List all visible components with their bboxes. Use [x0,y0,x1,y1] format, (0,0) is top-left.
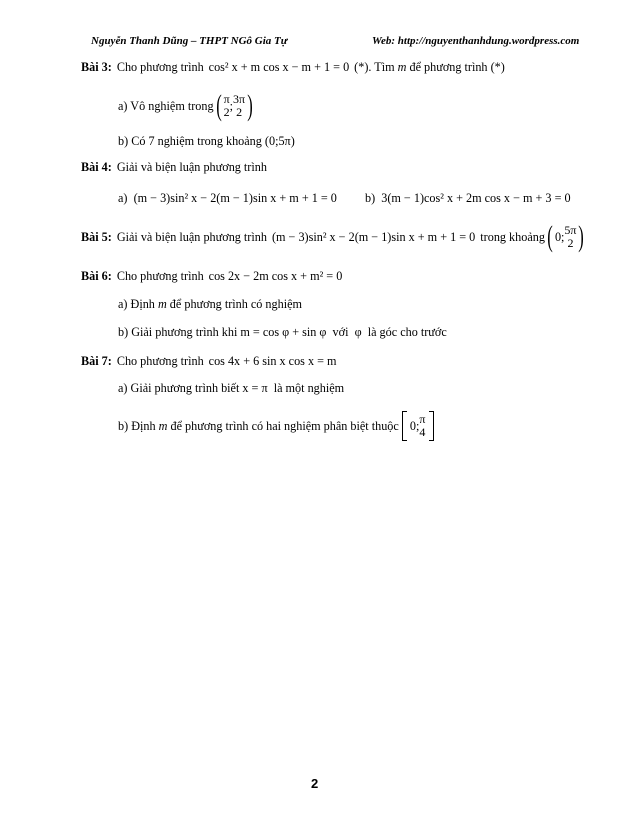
bai7-b-m: m [158,419,168,433]
bai4-part-a [118,190,337,206]
bai7-a-text1: a) Giải phương trình biết [118,381,240,395]
bai3-text1: Cho phương trình [116,60,204,74]
bai4-text: Giải và biện luận phương trình [116,160,267,174]
bai7-a-equation: x = π [242,381,268,395]
bai5-interval-frac [564,224,576,250]
bai3-part-b [118,133,295,149]
frac-num: π [223,92,230,106]
bai4-a-label: a) [118,191,128,205]
bai3-text2: (*). Tìm [354,60,395,74]
frac-num: 5π [564,223,577,237]
right-paren: ) [247,89,253,122]
right-bracket [429,411,434,441]
bai6-b-equation: m = cos φ + sin φ [240,325,327,339]
bai3-label: Bài 3: [81,60,112,74]
bai5-statement [81,220,586,254]
frac-den: 2 [567,236,574,250]
frac-den: 2 [236,105,243,119]
bai3-statement [81,59,505,75]
header-web [372,35,579,47]
bai4-b-equation: 3(m − 1)cos² x + 2m cos x − m + 3 = 0 [381,191,571,205]
bai6-b-text3: là góc cho trước [367,325,447,339]
bai4-b-label: b) [365,191,376,205]
bai4-label: Bài 4: [81,160,112,174]
frac-den: 2 [223,105,230,119]
frac-num: 3π [233,92,246,106]
bai7-text: Cho phương trình [116,354,204,368]
bai6-equation: cos 2x − 2m cos x + m² = 0 [208,269,343,283]
bai6-label: Bài 6: [81,269,112,283]
frac-num: π [419,412,426,426]
bai3-m: m [397,60,407,74]
bai7-interval-frac [419,413,425,439]
right-paren: ) [578,220,585,253]
bai3-b-interval: (0;5π) [264,134,295,148]
bai7-b-text2: để phương trình có hai nghiệm phân biệt thuộc [170,419,399,433]
left-paren: ( [547,220,553,253]
bai4-part-b [365,190,571,206]
bai5-text1: Giải và biện luận phương trình [116,230,267,244]
interval-sep: ; [229,99,234,113]
page-number: 2 [311,776,319,791]
left-bracket [402,411,407,441]
bai6-a-text1: a) Định [118,297,155,311]
bai6-b-text1: b) Giải phương trình khi [118,325,238,339]
bai6-b-text2: với [332,325,349,339]
bai3-equation: cos² x + m cos x − m + 1 = 0 [208,60,350,74]
bai7-equation: cos 4x + 6 sin x cos x = m [208,354,337,368]
left-paren: ( [215,89,222,122]
bai6-part-a [118,296,302,312]
bai7-part-b [118,411,434,441]
bai3-a-text: a) Vô nghiệm trong [118,99,214,113]
bai7-statement [81,353,337,369]
header-author: Nguyễn Thanh Dũng – THPT NGô Gia Tự [91,35,288,47]
bai3-b-text: b) Có 7 nghiệm trong khoảng [118,134,262,148]
bai5-label: Bài 5: [81,230,112,244]
bai4-a-equation: (m − 3)sin² x − 2(m − 1)sin x + m + 1 = 0 [133,191,337,205]
bai7-a-text2: là một nghiệm [273,381,345,395]
bai3-text3: để phương trình (*) [409,60,505,74]
bai7-part-a [118,380,344,396]
bai7-interval-left: 0; [409,419,420,433]
bai6-b-phi: φ [354,325,362,339]
bai7-b-text1: b) Định [118,419,156,433]
bai6-statement [81,268,342,284]
bai3-a-frac2 [233,93,245,119]
header-web-label: Web [372,35,392,47]
bai4-statement [81,159,267,175]
frac-den: 4 [419,425,426,439]
bai5-text2: trong khoảng [480,230,545,244]
header-web-url: : http://nguyenthanhdung.wordpress.com [391,35,580,47]
bai6-part-b [118,324,447,340]
bai6-text: Cho phương trình [116,269,204,283]
bai3-part-a [118,91,255,121]
bai6-a-m: m [157,297,167,311]
bai5-equation: (m − 3)sin² x − 2(m − 1)sin x + m + 1 = 0 [271,230,476,244]
bai5-interval-left: 0; [554,230,565,244]
bai6-a-text2: để phương trình có nghiệm [169,297,302,311]
bai7-label: Bài 7: [81,354,112,368]
